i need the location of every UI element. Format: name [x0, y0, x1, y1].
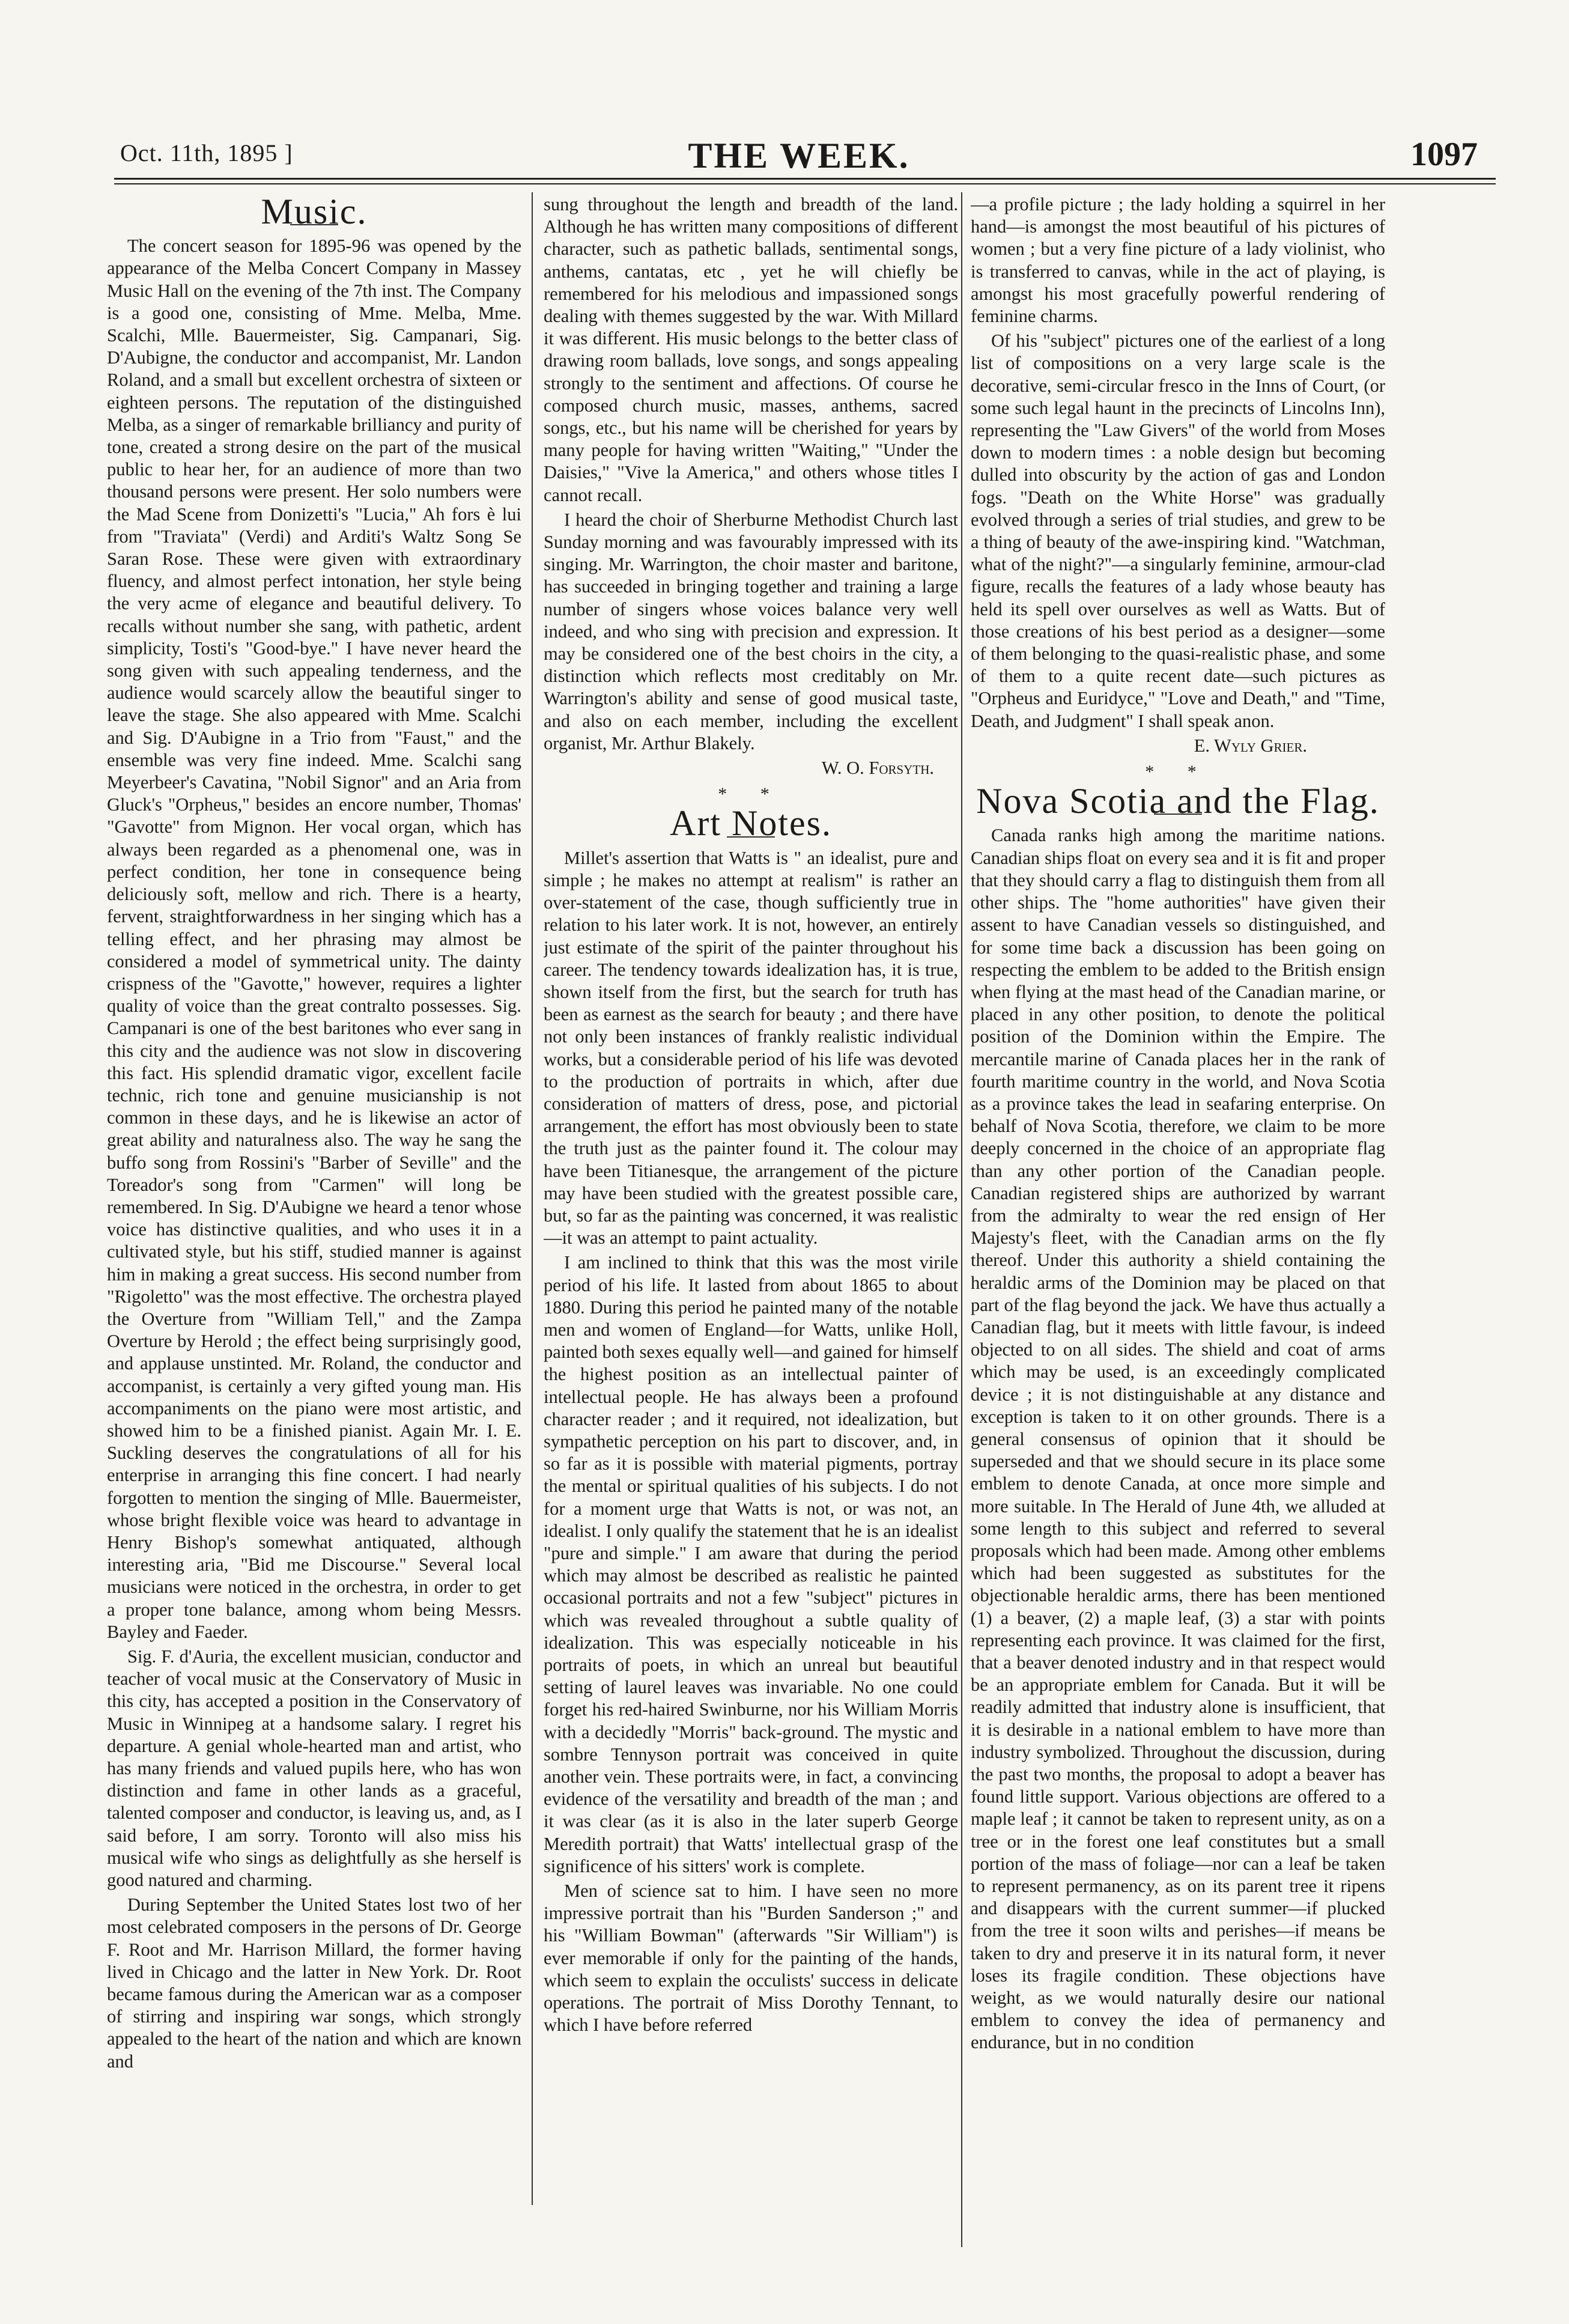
column-2 [544, 193, 958, 2296]
header-rule-thin [114, 183, 1496, 184]
music-section-title: Music. [261, 193, 368, 231]
section-separator-stars: * * [718, 784, 784, 805]
art-notes-signature: E. Wyly Grier. [1194, 735, 1307, 756]
header-rule-thick [114, 178, 1496, 180]
article-paragraph: The concert season for 1895-96 was opened by the appearance of the Melba Concert Company in Massey Music Hall on the evening of the 7th inst. The Company is a good one, consisting of Mme. Melba, Mme. Scalchi, Mlle. Bauermeister, Sig. Campanari, Sig. D'Aubigne, the conductor and accompanist, Mr. Landon Roland, and a small but excellent orchestra of sixteen or eighteen persons. The reputation of the distinguished Melba, as a singer of remarkable brilliancy and purity of tone, created a strong desire on the part of the musical public to hear her, for an audience of more than two thousand persons were present. Her solo numbers were the Mad Scene from Donizetti's "Lucia," Ah fors è lui from "Traviata" (Verdi) and Arditi's Waltz Song Se Saran Rose. These were given with extraordinary fluency, and almost perfect intonation, her style being the very acme of elegance and beautiful delivery. To recalls without number she sang, with pathetic, ardent simplicity, Tosti's "Good-bye." I have never heard the song given with such appealing tenderness, and the audience would scarcely allow the beautiful singer to leave the stage. She also appeared with Mme. Scalchi and Sig. D'Aubigne in a Trio from "Faust," and the ensemble was very fine indeed. Mme. Scalchi sang Meyerbeer's Cavatina, "Nobil Signor" and an Aria from Gluck's "Orpheus," besides an encore number, Thomas' "Gavotte" from Mignon. Her vocal organ, which has always been regarded as a phenomenal one, was in perfect condition, her tone in consequence being deliciously soft, mellow and rich. There is a hearty, fervent, straightforwardness in her singing which has a telling effect, and her phrasing may almost be considered a model of symmetrical unity. The dainty crispness of the "Gavotte," however, requires a lighter quality of voice than the great contralto possesses. Sig. Campanari is one of the best baritones who ever sang in this city and the audience was not slow in discovering this fact. His splendid dramatic vigor, excellent facile technic, rich tone and genuine musicianship is not common in these days, and he is likewise an actor of great ability and naturalness also. The way he sang the buffo song from Rossini's "Barber of Seville" and the Toreador's song from "Carmen" will long be remembered. In Sig. D'Aubigne we heard a tenor whose voice has distinctive qualities, and who uses it in a cultivated style, but his stiff, studied manner is against him in making a great success. His second number from "Rigoletto" was the most effective. The orchestra played the Overture from "William Tell," and the Zampa Overture by Herold ; the effect being surprisingly good, and applause unstinted. Mr. Roland, the conductor and accompanist, is certainly a very gifted young man. His accompaniments on the piano were most artistic, and showed him to be a finished pianist. Again Mr. I. E. Suckling deserves the congratulations of all for his enterprise in arranging this fine concert. I had nearly forgotten to mention the singing of Mlle. Bauermeister, whose bright flexible voice was heard to advantage in Henry Bishop's somewhat antiquated, although interesting aria, "Bid me Discourse." Several local musicians were noticed in the orchestra, in order to get a proper tone balance, among whom being Messrs. Bayley and Faeder. [107, 236, 521, 1642]
nova-scotia-section-title: Nova Scotia and the Flag. [976, 781, 1380, 821]
page-number: 1097 [1410, 136, 1478, 173]
article-paragraph: —a profile picture ; the lady holding a squirrel in her hand—is amongst the most beautiful of his pictures of women ; but a very fine picture of a lady violinist, who is transferred to canvas, while in the act of playing, is amongst his most gracefully powerful rendering of feminine charms. [971, 194, 1385, 327]
article-paragraph: Men of science sat to him. I have seen no more impressive portrait than his "Burden Sanderson ;" and his "William Bowman" (afterwards "Sir William") is ever memorable if only for the painting of the hands, which seem to explain the occulists' success in delicate operations. The portrait of Miss Dorothy Tennant, to which I have before referred [544, 1881, 958, 2036]
publication-title: THE WEEK. [688, 136, 910, 175]
column-divider-2 [961, 192, 962, 2247]
article-paragraph: Millet's assertion that Watts is " an idealist, pure and simple ; he makes no attempt at realism" is rather an over-statement of the case, though sufficiently true in relation to his later work. It is not, however, an entirely just estimate of the spirit of the painter throughout his career. The tendency towards idealization has, it is true, shown itself from the first, but the search for truth has been as earnest as the search for beauty ; and there have not only been instances of frankly realistic individual works, but a considerable period of his life was devoted to the production of portraits in which, after due consideration of matters of dress, pose, and pictorial arrangement, the effort has most obviously been to state the truth just as the painter found it. The colour may have been Titianesque, the arrangement of the picture may have been studied with the greatest possible care, but, so far as the painting was concerned, it was realistic—it was an attempt to paint actuality. [544, 847, 958, 1249]
column-3 [971, 193, 1385, 2296]
section-separator-stars: * * [1145, 762, 1211, 782]
article-paragraph: I am inclined to think that this was the most virile period of his life. It lasted from about 1865 to about 1880. During this period he painted many of the notable men and women of England—for Watts, unlike Holl, painted both sexes equally well—and gained for himself the highest position as an intellectual painter of intellectual people. He has always been a profound character reader ; and it required, not idealization, but sympathetic perception on his part to discover, and, in so far as it is possible with material pigments, portray the mental or spiritual qualities of his subjects. I do not for a moment urge that Watts is not, or was not, an idealist. I only qualify the statement that he is an idealist "pure and simple." I am aware that during the period which may almost be described as realistic he painted occasional portraits and not a few "subject" pictures in which was revealed throughout a subtle quality of idealization. This was especially noticeable in his portraits of poets, in which an unreal but beautiful setting of laurel leaves was invariable. No one could forget his red-haired Swinburne, nor his William Morris with a decidedly "Morris" back-ground. The mystic and sombre Tennyson portrait was conceived in quite another vein. These portraits were, in fact, a convincing evidence of the versatility and breadth of the man ; and it was clear (as it is also in the later superb George Meredith portrait) that Watts' intellectual grasp of the significence of his sitters' work is complete. [544, 1252, 958, 1876]
article-paragraph: Canada ranks high among the maritime nations. Canadian ships float on every sea and it is fit and proper that they should carry a flag to distinguish them from all other ships. The "home authorities" have given their assent to have Canadian vessels so distinguished, and for some time back a discussion has been going on respecting the emblem to be added to the British ensign when flying at the mast head of the Canadian marine, or placed in any other position, to denote the political position of the Dominion within the Empire. The mercantile marine of Canada places her in the rank of fourth maritime country in the world, and Nova Scotia as a province takes the lead in seafaring enterprise. On behalf of Nova Scotia, therefore, we claim to be more deeply concerned in the choice of an appropriate flag than any other portion of the Canadian people. Canadian registered ships are authorized by warrant from the admiralty to wear the red ensign of Her Majesty's fleet, with the Canadian arms on the fly thereof. Under this authority a shield containing the heraldic arms of the Dominion may be placed on that part of the flag beyond the jack. We have thus actually a Canadian flag, but it meets with little favour, is indeed objected to on all sides. The shield and coat of arms which may be used, is an exceedingly complicated device ; it is not distinguishable at any distance and exception is taken to it on other grounds. There is a general consensus of opinion that it should be superseded and that we should secure in its place some emblem to denote Canada, at once more simple and more suitable. In The Herald of June 4th, we alluded at some length to this subject and referred to several proposals which had been made. Among other emblems which had been suggested as substitutes for the objectionable heraldic arms, there has been mentioned (1) a beaver, (2) a maple leaf, (3) a star with points representing each province. It was claimed for the first, that a beaver denoted industry and in that respect would be an appropriate emblem for Canada. But it will be readily admitted that industry alone is insufficient, that it is desirable in a national emblem to have more than industry symbolized. Throughout the discussion, during the past two months, the proposal to adopt a beaver has found little support. Various objections are offered to a maple leaf ; it cannot be taken to represent unity, as on a tree or in the forest one leaf constitutes but a small portion of the mass of foliage—nor can a leaf be taken to represent permanency, as on its parent tree it ripens and disappears with the current summer—if plucked from the tree it soon wilts and perishes—if means be taken to dry and preserve it in its natural form, it never loses its fragile condition. These objections have weight, as we would naturally desire our national emblem to convey the idea of permanency and endurance, but in no condition [971, 825, 1385, 2053]
column-divider-1 [532, 192, 533, 2205]
column-1 [107, 193, 521, 2296]
article-paragraph: I heard the choir of Sherburne Methodist Church last Sunday morning and was favourably impressed with its singing. Mr. Warrington, the choir master and baritone, has succeeded in bringing together and training a large number of singers whose voices balance very well indeed, and who sing with precision and expression. It may be considered one of the best choirs in the city, a distinction which reflects most creditably on Mr. Warrington's ability and sense of good musical taste, and also on each member, including the excellent organist, Mr. Arthur Blakely. [544, 509, 958, 753]
article-paragraph: During September the United States lost two of her most celebrated composers in the persons of Dr. George F. Root and Mr. Harrison Millard, the former having lived in Chicago and the latter in New York. Dr. Root became famous during the American war as a composer of stirring and inspiring war songs, which strongly appealed to the heart of the nation and which are known and [107, 1894, 521, 2072]
music-signature: W. O. Forsyth. [821, 758, 934, 779]
article-paragraph: sung throughout the length and breadth of the land. Although he has written many compositions of different character, such as pathetic ballads, sentimental songs, anthems, cantatas, etc , yet he will chiefly be remembered for his melodious and impassioned songs dealing with themes suggested by the war. With Millard it was different. His music belongs to the better class of drawing room ballads, love songs, and songs appealing strongly to the sentiment and affections. Of course he composed church music, masses, anthems, sacred songs, etc., but his name will be cherished for years by many people for having written "Waiting," "Under the Daisies," "Vive la America," and others whose titles I cannot recall. [544, 194, 958, 505]
page-header [120, 135, 1478, 183]
article-paragraph: Of his "subject" pictures one of the earliest of a long list of compositions on a very large scale is the decorative, semi-circular fresco in the Inns of Court, (or some such legal haunt in the precincts of Lincolns Inn), representing the "Law Givers" of the world from Moses down to modern times : a noble design but becoming dulled into obscurity by the action of gas and London fogs. "Death on the White Horse" was gradually evolved through a series of trial studies, and grew to be a thing of beauty of the awe-inspiring kind. "Watchman, what of the night?"—a singularly feminine, armour-clad figure, recalls the features of a lady whose beauty has held its spell over ourselves as well as Watts. But of those creations of his best period as a designer—some of them belonging to the quasi-realistic phase, and some of them to a quite recent date—such pictures as "Orpheus and Euridyce," "Love and Death," and "Time, Death, and Judgment" I shall speak anon. [971, 330, 1385, 731]
issue-date: Oct. 11th, 1895 ] [120, 139, 293, 166]
art-notes-section-title: Art Notes. [670, 803, 832, 844]
article-paragraph: Sig. F. d'Auria, the excellent musician, conductor and teacher of vocal music at the Conservatory of Music in this city, has accepted a position in the Conservatory of Music in Winnipeg at a handsome salary. I regret his departure. A genial whole-hearted man and artist, who has many friends and valued pupils here, who has won distinction and fame in other lands as a graceful, talented composer and conductor, is leaving us, and, as I said before, I am sorry. Toronto will also miss his musical wife who sings as delightfully as she herself is good natured and charming. [107, 1646, 521, 1891]
